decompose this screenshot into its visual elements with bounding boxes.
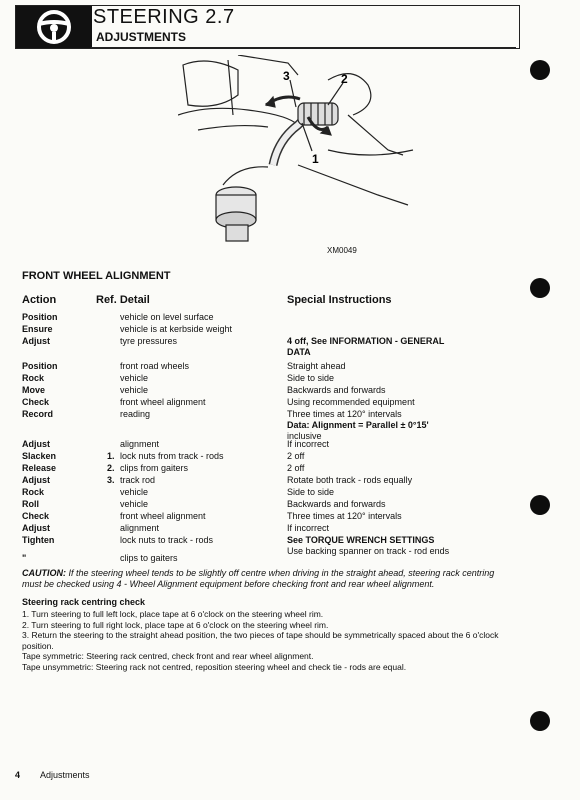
row-special (287, 487, 477, 498)
row-detail: lock nuts from track - rods (120, 451, 224, 461)
row-special (287, 523, 477, 534)
special-line: DATA (287, 347, 311, 357)
page-number: 4 (15, 770, 21, 780)
centring-check-steps (22, 609, 507, 672)
caution-note (22, 568, 507, 590)
row-special (287, 511, 477, 522)
row-detail: vehicle (120, 385, 149, 395)
row-action: Move (22, 385, 46, 395)
row-action: Position (22, 312, 58, 322)
callout-1: 1 (312, 152, 319, 166)
row-action: Record (22, 409, 54, 419)
row-action: Release (22, 463, 57, 473)
centring-step: Tape symmetric: Steering rack centred, check front and rear wheel alignment. (22, 651, 314, 661)
row-special (287, 439, 477, 450)
row-detail: clips from gaiters (120, 463, 189, 473)
row-detail: vehicle (120, 499, 149, 509)
steering-wheel-icon (16, 6, 92, 48)
special-line: inclusive (287, 431, 322, 441)
row-action: " (22, 553, 27, 563)
row-action: Rock (22, 487, 45, 497)
row-detail: vehicle (120, 487, 149, 497)
centring-step: 2. Turn steering to full right lock, place tape at 6 o'clock on the steering wheel rim. (22, 619, 329, 630)
special-line: 2 off (287, 463, 305, 473)
row-special (287, 409, 477, 442)
caution-label: CAUTION: (22, 568, 66, 578)
row-action: Adjust (22, 475, 50, 485)
special-line: See TORQUE WRENCH SETTINGS (287, 535, 435, 545)
caution-text: If the steering wheel tends to be slightly off centre when driving in the straight ahead, steering rack centring must be checked using 4 - Wheel Alignment equipment before checking front and rear wheel alignment. (22, 568, 495, 589)
special-line: Side to side (287, 373, 335, 383)
row-detail: front wheel alignment (120, 511, 206, 521)
row-special (287, 499, 477, 510)
special-line: Three times at 120° intervals (287, 409, 402, 419)
special-line: Backwards and forwards (287, 499, 386, 509)
special-line: If incorrect (287, 523, 330, 533)
column-header-ref-label: Ref. (96, 294, 117, 306)
figure-code: XM0049 (327, 246, 357, 255)
centring-step: 1. Turn steering to full left lock, place tape at 6 o'clock on the steering wheel rim. (22, 609, 324, 619)
callout-3: 3 (283, 69, 290, 83)
special-line: Rotate both track - rods equally (287, 475, 413, 485)
special-line: 4 off, See INFORMATION - GENERAL (287, 336, 445, 346)
centring-check-title: Steering rack centring check (22, 597, 146, 607)
callout-2: 2 (341, 72, 348, 86)
row-action: Check (22, 511, 50, 521)
row-detail: tyre pressures (120, 336, 178, 346)
row-action: Position (22, 361, 58, 371)
row-action: Check (22, 397, 50, 407)
page-header (15, 5, 520, 49)
centring-step: 3. Return the steering to the straight ahead position, the two pieces of tape should be symmetrically spaced about the 6 o'clock position. (22, 630, 499, 651)
row-detail: lock nuts to track - rods (120, 535, 214, 545)
column-header-detail: Detail (119, 294, 150, 306)
row-detail: alignment (120, 523, 160, 533)
page-subtitle: ADJUSTMENTS (96, 30, 187, 44)
row-special (287, 385, 477, 396)
row-action: Adjust (22, 439, 50, 449)
special-line: If incorrect (287, 439, 330, 449)
binder-hole (530, 60, 550, 80)
row-action: Adjust (22, 336, 50, 346)
row-special (287, 535, 477, 557)
special-line: Side to side (287, 487, 335, 497)
special-line: Use backing spanner on track - rod ends (287, 546, 450, 556)
row-special (287, 475, 477, 486)
row-ref: 2. (107, 463, 115, 473)
row-detail: track rod (120, 475, 156, 485)
row-action: Slacken (22, 451, 57, 461)
row-action: Ensure (22, 324, 53, 334)
row-detail: vehicle is at kerbside weight (120, 324, 233, 334)
special-line: Using recommended equipment (287, 397, 415, 407)
row-special (287, 463, 477, 474)
row-action: Adjust (22, 523, 50, 533)
centring-step: Tape unsymmetric: Steering rack not centred, reposition steering wheel and check tie - rods are equal. (22, 661, 407, 672)
row-detail: alignment (120, 439, 160, 449)
binder-hole (530, 711, 550, 731)
column-header-action: Action (22, 294, 57, 306)
row-special (287, 373, 477, 384)
special-line: Three times at 120° intervals (287, 511, 402, 521)
row-detail: reading (120, 409, 151, 419)
row-special (287, 361, 477, 372)
row-detail: front wheel alignment (120, 397, 206, 407)
special-line: Data: Alignment = Parallel ± 0°15' (287, 420, 429, 430)
section-title: FRONT WHEEL ALIGNMENT (22, 270, 171, 282)
row-detail: vehicle on level surface (120, 312, 214, 322)
row-detail: clips to gaiters (120, 553, 178, 563)
row-action: Rock (22, 373, 45, 383)
column-header-ref (96, 294, 150, 306)
special-line: Backwards and forwards (287, 385, 386, 395)
page-footer (15, 770, 90, 780)
page-title: STEERING 2.7 (93, 6, 235, 28)
row-action: Tighten (22, 535, 55, 545)
row-special (287, 451, 477, 462)
row-ref: 3. (107, 475, 115, 485)
binder-hole (530, 278, 550, 298)
header-rule (91, 47, 516, 49)
footer-label: Adjustments (40, 770, 90, 780)
binder-hole (530, 495, 550, 515)
row-ref: 1. (107, 451, 115, 461)
row-special (287, 397, 477, 408)
column-header-special: Special Instructions (287, 294, 392, 306)
row-special (287, 336, 477, 358)
special-line: Straight ahead (287, 361, 346, 371)
special-line: 2 off (287, 451, 305, 461)
steering-rack-illustration (178, 55, 418, 245)
row-action: Roll (22, 499, 39, 509)
row-detail: vehicle (120, 373, 149, 383)
row-detail: front road wheels (120, 361, 190, 371)
